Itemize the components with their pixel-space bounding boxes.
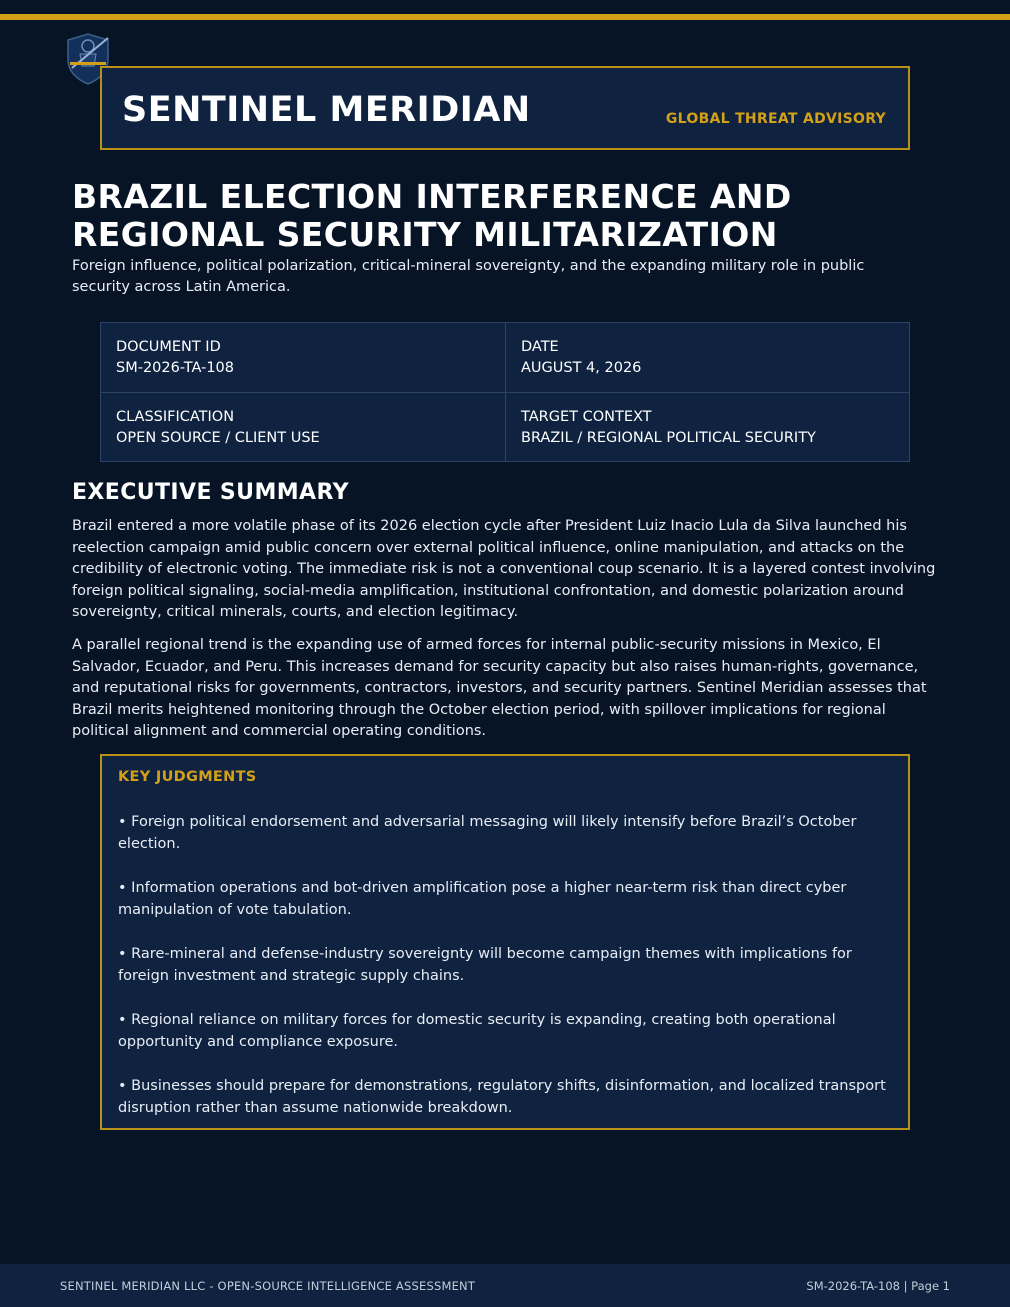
meta-value: BRAZIL / REGIONAL POLITICAL SECURITY [521, 430, 816, 446]
executive-summary-heading: EXECUTIVE SUMMARY [72, 480, 349, 505]
footer-page-number: SM-2026-TA-108 | Page 1 [806, 1279, 950, 1293]
brand-name: SENTINEL MERIDIAN [122, 90, 531, 130]
executive-summary-paragraph: Brazil entered a more volatile phase of its 2026 election cycle after President Luiz Inacio Lula da Silva launched his reelection campaign amid public concern over external political influence, online manipulation, and attacks on the credibility of electronic voting. The immediate risk is not a conventional coup scenario. It is a layered contest involving foreign political signaling, social-media amplification, institutional confrontation, and domestic polarization around sovereignty, critical minerals, courts, and election legitimacy. [72, 518, 936, 621]
brand-tagline: GLOBAL THREAT ADVISORY [665, 111, 886, 127]
list-item: • Rare-mineral and defense-industry sovereignty will become campaign themes with implications for foreign investment and strategic supply chains. [118, 946, 852, 984]
report-title-line2: REGIONAL SECURITY MILITARIZATION [72, 215, 778, 254]
meta-value: AUGUST 4, 2026 [521, 360, 642, 376]
document-metadata-table [100, 322, 910, 462]
meta-classification [101, 392, 505, 461]
key-judgments-list [118, 812, 892, 1119]
top-accent-rule [0, 14, 1010, 20]
meta-document-id [101, 323, 505, 392]
meta-value: OPEN SOURCE / CLIENT USE [116, 430, 320, 446]
list-item: • Businesses should prepare for demonstrations, regulatory shifts, disinformation, and localized transport disruption rather than assume nationwide breakdown. [118, 1078, 886, 1116]
brand-header [100, 66, 910, 150]
meta-label: DOCUMENT ID [116, 339, 221, 355]
report-title-line1: BRAZIL ELECTION INTERFERENCE AND [72, 177, 792, 216]
footer-organization: SENTINEL MERIDIAN LLC - OPEN-SOURCE INTELLIGENCE ASSESSMENT [60, 1279, 476, 1293]
key-judgments-heading: KEY JUDGMENTS [118, 769, 257, 785]
page-footer [0, 1264, 1010, 1307]
list-item: • Regional reliance on military forces for domestic security is expanding, creating both operational opportunity and compliance exposure. [118, 1012, 836, 1050]
list-item: • Information operations and bot-driven amplification pose a higher near-term risk than direct cyber manipulation of vote tabulation. [118, 880, 847, 918]
meta-label: DATE [521, 339, 559, 355]
meta-value: SM-2026-TA-108 [116, 360, 234, 376]
meta-label: TARGET CONTEXT [521, 409, 652, 425]
list-item: • Foreign political endorsement and adversarial messaging will likely intensify before Brazil’s October election. [118, 814, 857, 852]
meta-label: CLASSIFICATION [116, 409, 235, 425]
meta-target-context [505, 392, 909, 461]
meta-date [505, 323, 909, 392]
executive-summary-paragraph: A parallel regional trend is the expanding use of armed forces for internal public-security missions in Mexico, El Salvador, Ecuador, and Peru. This increases demand for security capacity but also raises human-rights, governance, and reputational risks for governments, contractors, investors, and security partners. Sentinel Meridian assesses that Brazil merits heightened monitoring through the October election period, with spillover implications for regional political alignment and commercial operating conditions. [72, 637, 927, 740]
key-judgments-panel [100, 754, 910, 1130]
report-subtitle: Foreign influence, political polarization, critical-mineral sovereignty, and the expanding military role in public security across Latin America. [72, 258, 865, 295]
report-title [72, 178, 932, 254]
